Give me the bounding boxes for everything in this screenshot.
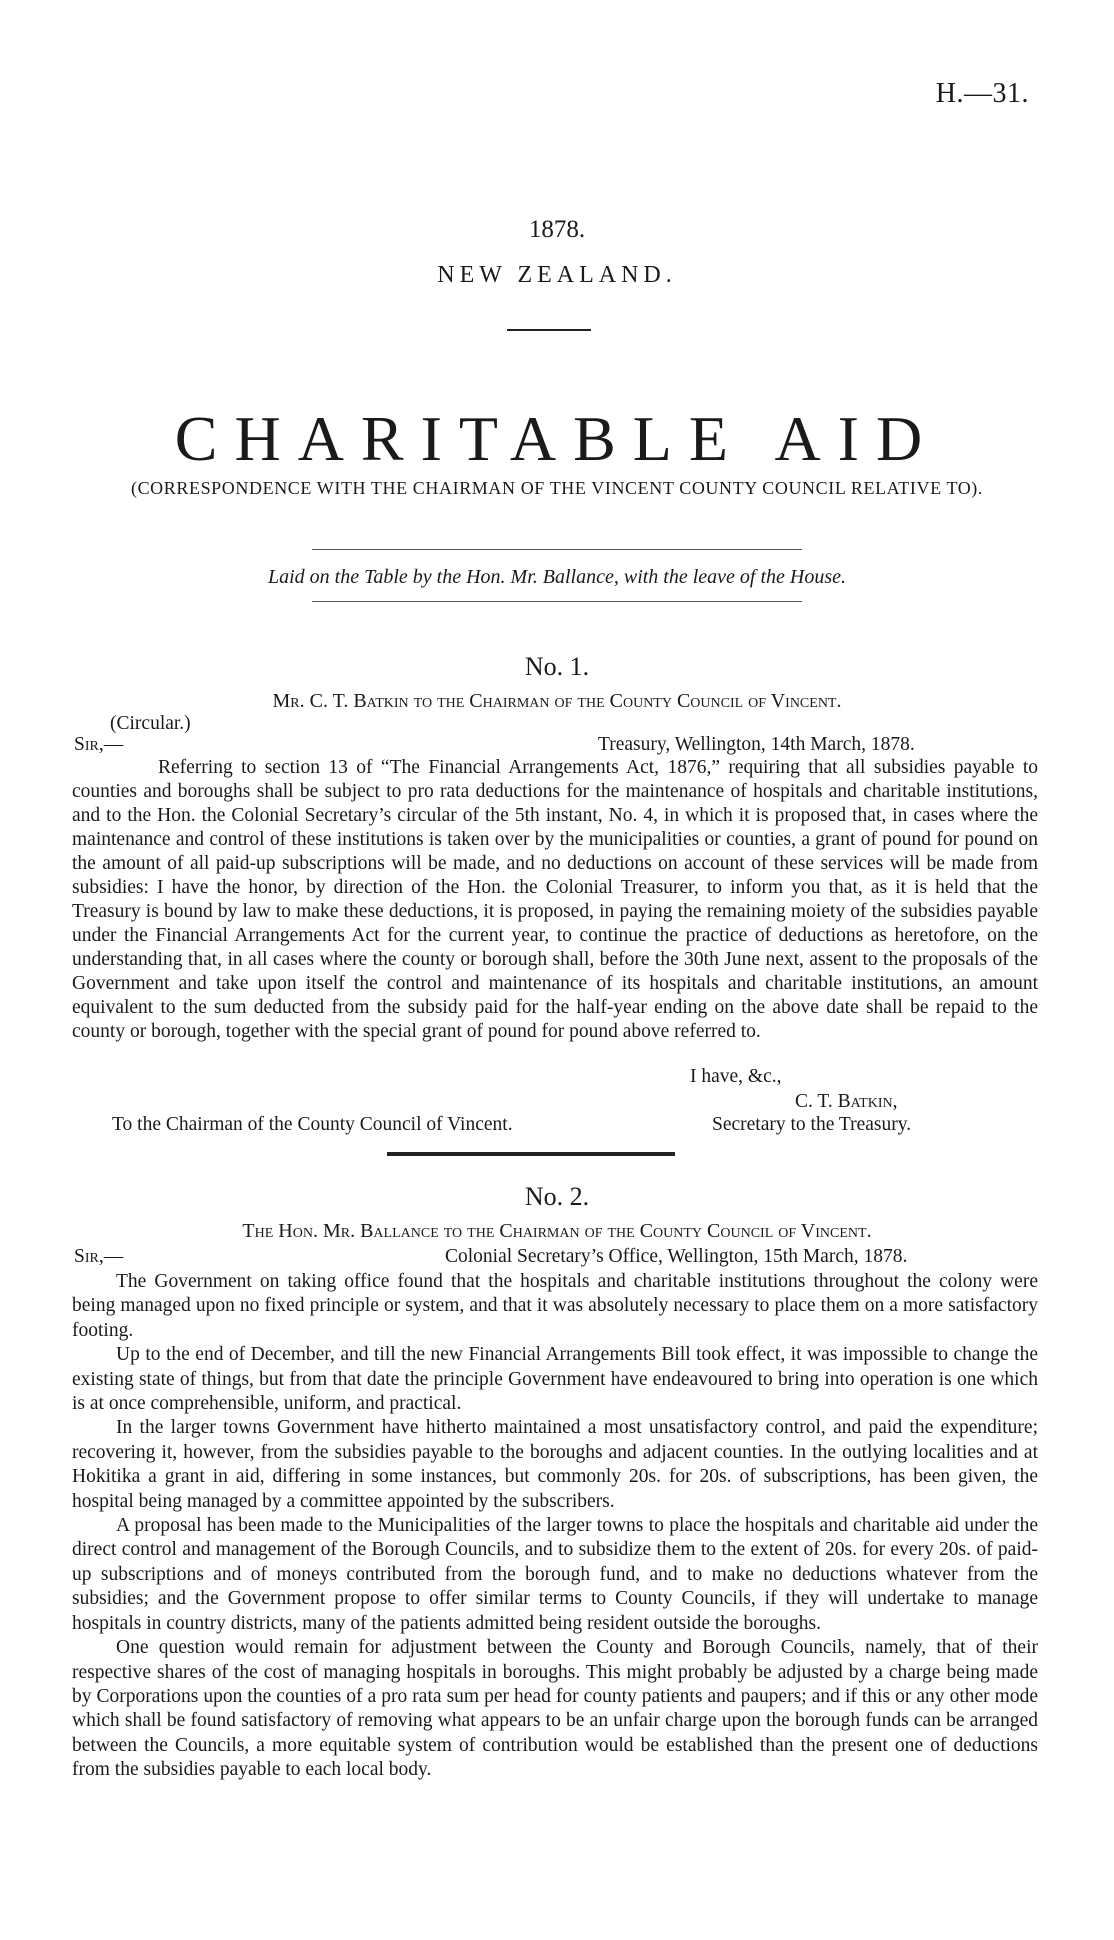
country: NEW ZEALAND. [437, 262, 677, 288]
letter-1-addressee: To the Chairman of the County Council of Vincent. [112, 1114, 513, 1135]
document-subtitle: (CORRESPONDENCE WITH THE CHAIRMAN OF THE VINCENT COUNTY COUNCIL RELATIVE TO). [130, 478, 984, 498]
letter-1-place-date: Treasury, Wellington, 14th March, 1878. [598, 734, 915, 755]
letter-2-paragraph-text: The Government on taking office found that the hospitals and charitable institutions throughout the colony were being managed upon no fixed principle or system, and that it was absolutely necessary to place them on a more satisfactory footing. [72, 1271, 1038, 1341]
letter-1-circular: (Circular.) [110, 713, 191, 734]
letter-1-body-text: Referring to section 13 of “The Financial Arrangements Act, 1876,” requiring that all subsidies payable to counties and boroughs shall be subject to pro rata deductions for the maintenance of hospitals and charitable institutions, and to the Hon. the Colonial Secretary’s circular of the 5th instant, No. 4, in which it is proposed that, in cases where the maintenance and control of these institutions is taken over by the municipalities or counties, a grant of pound for pound on the amount of all paid-up subscriptions will be made, and no deductions on account of these services will be made from subsidies: I have the honor, by direction of the Hon. the Colonial Treasurer, to inform you that, as it is held that the Treasury is bound by law to make these deductions, it is proposed, in paying the remaining moiety of the subsidies payable under the Financial Arrangements Act for the current year, to continue the practice of deductions as heretofore, on the understanding that, in all cases where the county or borough shall, before the 30th June next, assent to the proposals of the Government and take upon itself the control and maintenance of its hospitals and charitable institutions, an amount equivalent to the sum deducted from the subsidy paid for the half-year ending on the above date shall be repaid to the county or borough, together with the special grant of pound for pound above referred to. [72, 757, 1038, 1042]
letter-2-paragraph-text: One question would remain for adjustment between the County and Borough Councils, namely, that of their respective shares of the cost of managing hospitals in boroughs. This might probably be adjusted by a charge being made by Corporations upon the counties of a pro rata sum per head for county patients and paupers; and if this or any other mode which shall be found satisfactory of removing what appears to be an unfair charge upon the borough funds can be arranged between the Councils, a more equitable system of contribution would be established than the present one of deductions from the subsidies payable to each local body. [72, 1637, 1038, 1781]
letter-2-paragraph-text: In the larger towns Government have hitherto maintained a most unsatisfactory control, and paid the expenditure; recovering it, however, from the subsidies payable to the boroughs and adjacent counties. In the outlying localities and at Hokitika a grant in aid, differing in some instances, but commonly 20s. for 20s. of subscriptions, has been given, the hospital being managed by a committee appointed by the subscribers. [72, 1417, 1038, 1512]
letter-2-salutation: Sir,— [74, 1246, 124, 1267]
letter-2-paragraph [72, 1270, 1038, 1343]
thick-rule-divider [387, 1152, 675, 1156]
letter-1-salutation: Sir,— [74, 734, 124, 755]
letter-1-signatory-title: Secretary to the Treasury. [712, 1114, 912, 1135]
letter-2-body [72, 1270, 1038, 1783]
thin-rule-top [312, 549, 802, 550]
letter-1-closing: I have, &c., [690, 1066, 782, 1087]
letter-2-number: No. 2. [524, 1182, 590, 1211]
letter-1-number: No. 1. [524, 652, 590, 681]
letter-2-paragraph [72, 1514, 1038, 1636]
letter-2-paragraph [72, 1343, 1038, 1416]
document-title: CHARITABLE AID [174, 403, 940, 474]
letter-2-place-date: Colonial Secretary’s Office, Wellington, 15th March, 1878. [445, 1246, 908, 1267]
letter-1-body [72, 756, 1038, 1044]
thin-rule-bottom [312, 601, 802, 602]
letter-2-paragraph-text: A proposal has been made to the Municipalities of the larger towns to place the hospitals and charitable aid under the direct control and management of the Borough Councils, and to subsidize them to the extent of 20s. for every 20s. of paid-up subscriptions and of moneys contributed from the borough fund, and to make no deductions whatever from the subsidies; and the Government propose to offer similar terms to County Councils, if they will undertake to manage hospitals in country districts, many of the patients admitted being resident outside the boroughs. [72, 1515, 1038, 1634]
letter-1-signature: C. T. Batkin, [795, 1091, 898, 1112]
letter-2-paragraph [72, 1416, 1038, 1514]
year: 1878. [528, 216, 586, 243]
short-rule [507, 329, 591, 331]
letter-2-paragraph-text: Up to the end of December, and till the new Financial Arrangements Bill took effect, it was impossible to change the existing state of things, but from that date the principle Government have endeavoured to bring into operation is one which is at once comprehensible, uniform, and practical. [72, 1344, 1038, 1415]
letter-2-heading: The Hon. Mr. Ballance to the Chairman of the County Council of Vincent. [242, 1220, 872, 1242]
paper-reference: H.—31. [935, 78, 1029, 109]
letter-1-heading: Mr. C. T. Batkin to the Chairman of the County Council of Vincent. [272, 690, 842, 712]
laid-on-table-note: Laid on the Table by the Hon. Mr. Ballance, with the leave of the House. [267, 566, 847, 588]
letter-2-paragraph [72, 1636, 1038, 1782]
